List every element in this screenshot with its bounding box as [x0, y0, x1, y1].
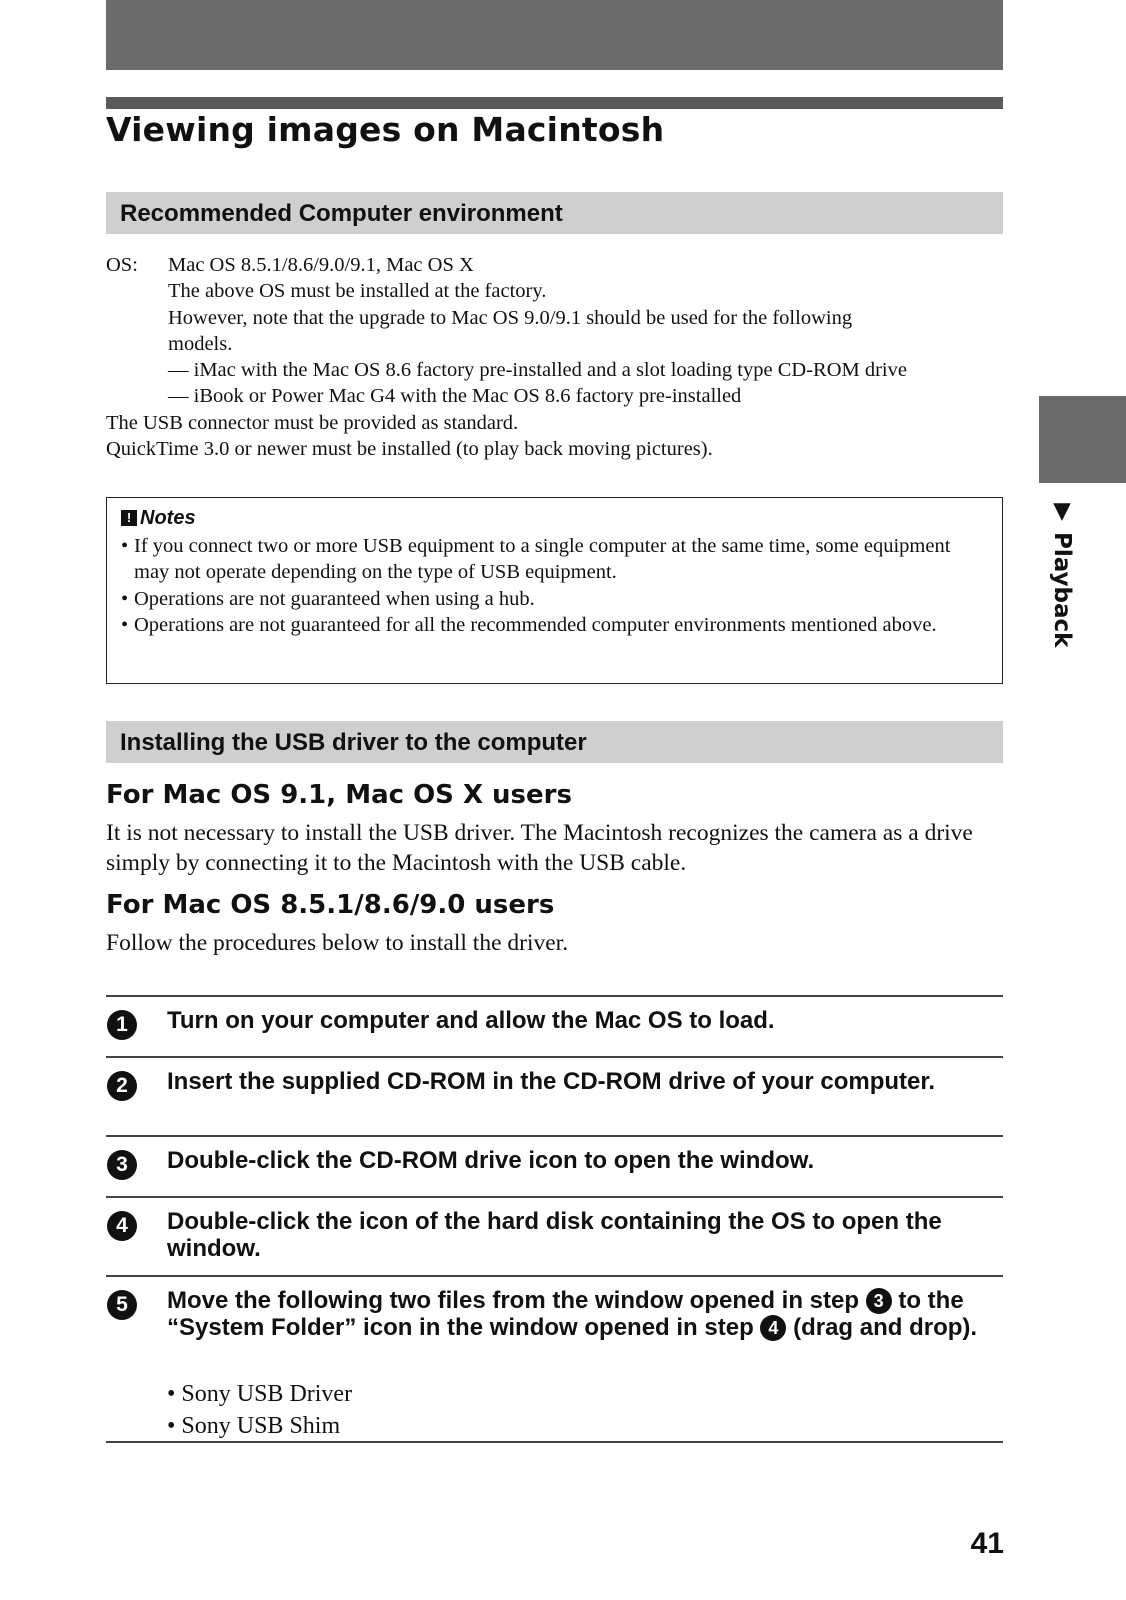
upgrade-note: However, note that the upgrade to Mac OS 9.0/9.1 should be used for the following — [168, 306, 853, 329]
notes-header — [121, 505, 990, 531]
notes-list — [121, 533, 990, 638]
file-list — [167, 1378, 352, 1442]
step-4-text: Double-click the icon of the hard disk containing the OS to open the window. — [167, 1208, 942, 1262]
subheading-mac-os-8-5: For Mac OS 8.5.1/8.6/9.0 users — [106, 890, 555, 920]
os-row — [106, 252, 1006, 278]
env-section-heading: Recommended Computer environment — [106, 192, 1003, 234]
step-ref-4: 4 — [760, 1315, 786, 1341]
step-number-1: 1 — [107, 1010, 137, 1040]
step-1-text: Turn on your computer and allow the Mac OS to load. — [167, 1007, 775, 1034]
sub2-body: Follow the procedures below to install the driver. — [106, 930, 569, 956]
os-value: Mac OS 8.5.1/8.6/9.0/9.1, Mac OS X — [168, 254, 474, 276]
env-block — [106, 252, 1006, 462]
header-band — [106, 0, 1003, 70]
step-2-text: Insert the supplied CD-ROM in the CD-ROM drive of your computer. — [167, 1068, 936, 1095]
step-divider — [106, 1135, 1003, 1137]
step-number-2: 2 — [107, 1071, 137, 1101]
step-number-3: 3 — [107, 1150, 137, 1180]
side-tab — [1039, 396, 1126, 483]
page-number: 41 — [970, 1527, 1004, 1560]
factory-note: The above OS must be installed at the factory. — [168, 280, 547, 303]
step-5-part-a: Move the following two files from the window opened in step — [167, 1287, 860, 1314]
step-ref-3: 3 — [866, 1288, 892, 1314]
step-3-text: Double-click the CD-ROM drive icon to open the window. — [167, 1147, 815, 1174]
side-tab-label: ▼ Playback — [1049, 498, 1075, 648]
note-icon: ! — [121, 510, 137, 526]
quicktime-note: QuickTime 3.0 or newer must be installed (to play back moving pictures). — [106, 438, 713, 461]
step-divider — [106, 1196, 1003, 1198]
usb-note: The USB connector must be provided as standard. — [106, 411, 519, 434]
step-divider — [106, 1441, 1003, 1443]
note-item: • Operations are not guaranteed for all the recommended computer environments mentioned above. — [121, 612, 990, 638]
step-5-part-b: to the “System Folder” icon in the window opened in step — [167, 1287, 964, 1341]
upgrade-note-cont: models. — [168, 332, 233, 355]
model-item: — iMac with the Mac OS 8.6 factory pre-installed and a slot loading type CD-ROM drive — [168, 359, 907, 382]
note-item: • If you connect two or more USB equipment to a single computer at the same time, some equipment may not operate depending on the type of USB equipment. — [121, 533, 990, 586]
file-item: • Sony USB Driver — [167, 1378, 352, 1410]
install-section-heading: Installing the USB driver to the computer — [106, 721, 1003, 763]
step-divider — [106, 1056, 1003, 1058]
step-divider — [106, 995, 1003, 997]
file-item: • Sony USB Shim — [167, 1410, 352, 1442]
os-label: OS: — [106, 254, 138, 276]
sub1-body: It is not necessary to install the USB driver. The Macintosh recognizes the camera as a drive simply by connecting it to the Macintosh with the USB cable. — [106, 820, 973, 876]
page-title: Viewing images on Macintosh — [106, 110, 665, 149]
step-5-text — [167, 1288, 1007, 1341]
notes-title: Notes — [140, 506, 196, 529]
title-rule — [106, 97, 1003, 109]
step-number-4: 4 — [107, 1211, 137, 1241]
note-item: • Operations are not guaranteed when using a hub. — [121, 586, 990, 612]
model-item: — iBook or Power Mac G4 with the Mac OS 8.6 factory pre-installed — [168, 385, 742, 408]
step-5-part-c: (drag and drop). — [793, 1313, 978, 1341]
subheading-mac-os-9-1: For Mac OS 9.1, Mac OS X users — [106, 780, 572, 810]
step-number-5: 5 — [107, 1290, 137, 1320]
notes-box — [106, 497, 1003, 684]
step-divider — [106, 1275, 1003, 1277]
